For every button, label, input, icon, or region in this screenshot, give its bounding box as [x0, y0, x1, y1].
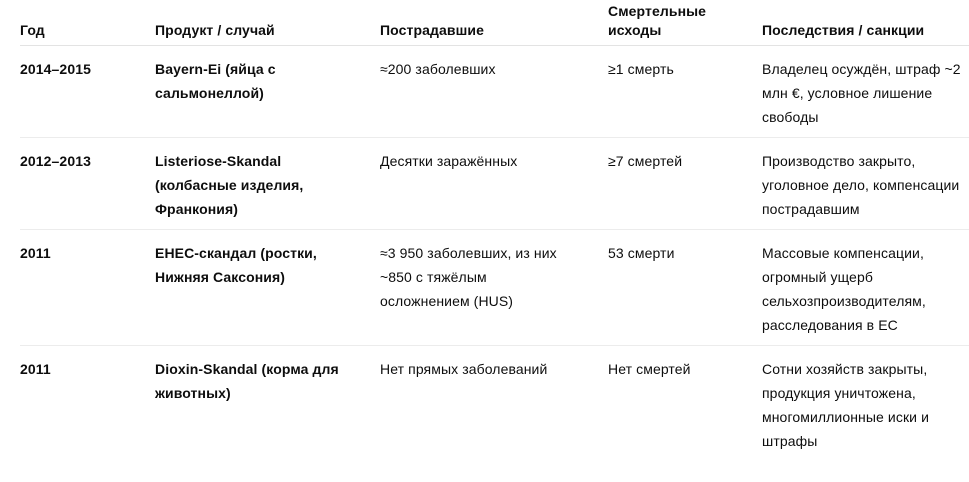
col-header-deaths: Смертельные исходы: [608, 2, 762, 46]
table-row: [20, 138, 969, 230]
deaths-cell: ≥1 смерть: [608, 46, 762, 138]
consequences-cell: Владелец осуждён, штраф ~2 млн €, условное лишение свободы: [762, 46, 969, 138]
affected-cell: ≈200 заболевших: [380, 46, 608, 138]
food-scandal-table: [20, 2, 969, 461]
product-cell: Bayern-Ei (яйца с сальмонеллой): [155, 46, 380, 138]
affected-cell: ≈3 950 заболевших, из них ~850 с тяжёлым осложнением (HUS): [380, 230, 608, 346]
product-cell: Dioxin-Skandal (корма для животных): [155, 361, 339, 401]
deaths-cell: Нет смертей: [608, 361, 691, 377]
col-header-affected: Пострадавшие: [380, 2, 608, 46]
affected-cell: Нет прямых заболеваний: [380, 361, 548, 377]
consequences-cell: Массовые компенсации, огромный ущерб сельхозпроизводителям, расследования в ЕС: [762, 230, 969, 346]
year-cell: 2014–2015: [20, 46, 155, 138]
year-cell: 2011: [20, 230, 155, 346]
year-cell: 2012–2013: [20, 138, 155, 230]
consequences-cell: Производство закрыто, уголовное дело, компенсации пострадавшим: [762, 138, 969, 230]
table-row: [20, 230, 969, 346]
product-cell: Listeriose-Skandal (колбасные изделия, Франкония): [155, 138, 380, 230]
affected-cell: Десятки заражённых: [380, 138, 608, 230]
header-row: [20, 2, 969, 46]
consequences-cell: Сотни хозяйств закрыты, продукция уничтожена, многомиллионные иски и штрафы: [762, 361, 929, 449]
product-cell: EHEC-скандал (ростки, Нижняя Саксония): [155, 230, 380, 346]
deaths-cell: ≥7 смертей: [608, 138, 762, 230]
table-row: [20, 46, 969, 138]
col-header-consequences: Последствия / санкции: [762, 2, 969, 46]
year-cell: 2011: [20, 361, 51, 377]
col-header-year: Год: [20, 2, 155, 46]
deaths-cell: 53 смерти: [608, 230, 762, 346]
table-row: [20, 346, 969, 462]
col-header-product: Продукт / случай: [155, 2, 380, 46]
